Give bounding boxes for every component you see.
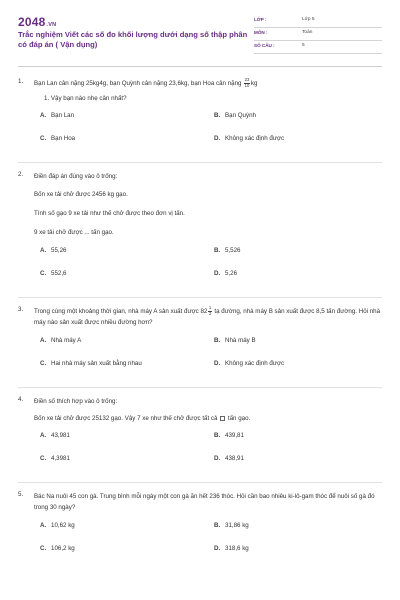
option-a[interactable]: A. Nhà máy A bbox=[40, 337, 82, 344]
option-c[interactable]: C. 552,6 bbox=[40, 270, 67, 277]
question-divider bbox=[18, 297, 382, 298]
options bbox=[34, 247, 382, 297]
meta-row-count: SỐ CÂU : 5 bbox=[254, 41, 382, 54]
option-d[interactable]: D. 318,6 kg bbox=[214, 545, 249, 552]
question-number: 4. bbox=[18, 396, 24, 403]
option-a[interactable]: A. 43,981 bbox=[40, 432, 70, 439]
option-b[interactable]: B. Nhà máy B bbox=[214, 337, 256, 344]
question-number: 1. bbox=[18, 78, 24, 85]
question-text: Trong cùng một khoảng thời gian, nhà máy A sản xuất được 82 $\frac{1}{2}$ tạ đường, nhà máy B sản xuất được 8,5 tấn đường. Hỏi nhà máy nào sản xuất được nhiều đường hơn? bbox=[34, 305, 381, 326]
option-d[interactable]: D. Không xác định được bbox=[214, 360, 285, 367]
option-d[interactable]: D. 5,26 bbox=[214, 270, 238, 277]
option-c[interactable]: C. 4,3981 bbox=[40, 455, 70, 462]
page-header bbox=[18, 12, 382, 58]
site-logo[interactable]: 2048.VN bbox=[18, 15, 57, 29]
question-text: Bác Na nuôi 45 con gà. Trung bình mỗi ngày một con gà ăn hết 236 thóc. Hỏi cần bao nhiêu ki-lô-gam thóc để nuôi số gà đó trong 30 ngày? bbox=[34, 493, 375, 511]
question-list bbox=[18, 78, 382, 572]
fraction: $\frac{23}{10}$ bbox=[244, 77, 250, 88]
meta-row-subject: MÔN : Toán bbox=[254, 28, 382, 41]
header-divider bbox=[18, 66, 382, 67]
options bbox=[34, 112, 382, 162]
question-text: Điền đáp án đúng vào ô trống: bbox=[34, 173, 118, 180]
answer-blank-box[interactable] bbox=[220, 416, 225, 421]
option-b[interactable]: B. 439,81 bbox=[214, 432, 244, 439]
question-5 bbox=[18, 491, 382, 572]
meta-panel bbox=[254, 15, 382, 54]
question-subtext: Tính số gạo 9 xe tải như thế chở được theo đơn vị tấn. bbox=[34, 210, 185, 217]
question-2 bbox=[18, 171, 382, 297]
question-number: 2. bbox=[18, 171, 24, 178]
question-divider bbox=[18, 387, 382, 388]
meta-row-class: LỚP : Lớp 5 bbox=[254, 15, 382, 28]
fraction: $\frac{1}{2}$ bbox=[208, 305, 212, 316]
options bbox=[34, 522, 382, 572]
option-b[interactable]: B. 5,526 bbox=[214, 247, 241, 254]
page-title: Trắc nghiệm Viết các số đo khối lượng dưới dạng số thập phân có đáp án ( Vận dụng) bbox=[18, 30, 248, 49]
options bbox=[34, 337, 382, 387]
option-b[interactable]: B. Bạn Quỳnh bbox=[214, 112, 256, 119]
option-c[interactable]: C. 106,2 kg bbox=[40, 545, 75, 552]
option-a[interactable]: A. 10,62 kg bbox=[40, 522, 75, 529]
question-number: 5. bbox=[18, 491, 24, 498]
question-subtext: 1. Vậy bạn nào nhẹ cân nhất? bbox=[44, 95, 127, 102]
option-d[interactable]: D. Không xác định được bbox=[214, 135, 285, 142]
question-text: Điền số thích hợp vào ô trống: bbox=[34, 398, 118, 405]
question-subtext: Bốn xe tải chở được 2456 kg gạo. bbox=[34, 191, 128, 198]
question-3 bbox=[18, 306, 382, 387]
option-a[interactable]: A. Bạn Lan bbox=[40, 112, 75, 119]
question-1 bbox=[18, 78, 382, 162]
option-b[interactable]: B. 31,86 kg bbox=[214, 522, 249, 529]
option-a[interactable]: A. 55,26 bbox=[40, 247, 67, 254]
question-subtext: 9 xe tải chở được ... tấn gạo. bbox=[34, 229, 114, 236]
option-d[interactable]: D. 438,91 bbox=[214, 455, 244, 462]
question-number: 3. bbox=[18, 306, 24, 313]
question-subtext: Bốn xe tải chở được 25132 gạo. Vậy 7 xe như thế chở được tất cả tấn gạo. bbox=[34, 415, 251, 422]
option-c[interactable]: C. Hai nhà máy sản xuất bằng nhau bbox=[40, 360, 142, 367]
question-divider bbox=[18, 162, 382, 163]
question-4 bbox=[18, 396, 382, 482]
question-text: Bạn Lan cân nặng 25kg4g, bạn Quỳnh cân nặng 23,6kg, bạn Hoa cân nặng $\frac{23}{10}$ kg bbox=[34, 77, 258, 88]
question-divider bbox=[18, 482, 382, 483]
options bbox=[34, 432, 382, 482]
option-c[interactable]: C. Bạn Hoa bbox=[40, 135, 76, 142]
